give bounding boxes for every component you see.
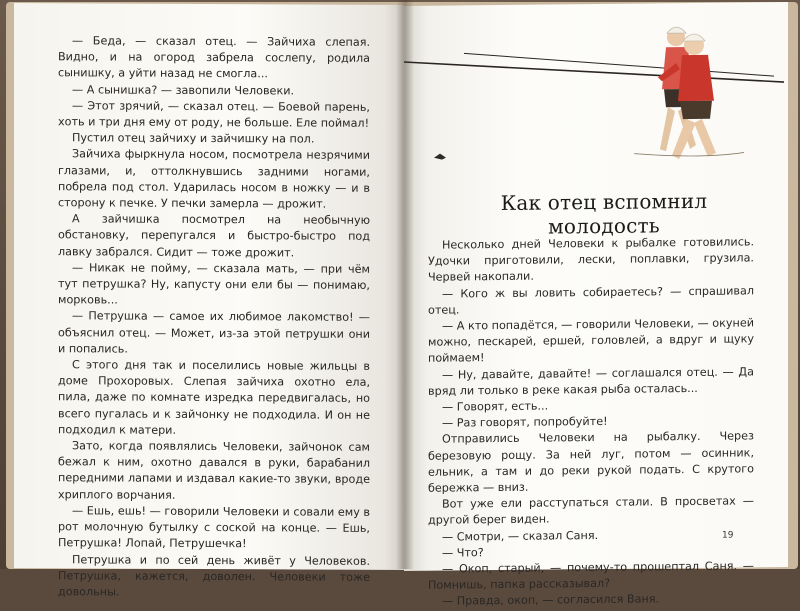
paragraph: Пустил отец зайчиху и зайчишку на пол.	[72, 131, 315, 146]
paragraph: — Кого ж вы ловить собираетесь? — спрашивал отец.	[428, 283, 754, 317]
paragraph: Петрушка и по сей день живёт у Человеков. Петрушка, кажется, доволен. Человеки тоже довольны.	[58, 552, 370, 599]
paragraph: Зайчиха фыркнула носом, посмотрела незрячими глазами, и, оттолкнувшись задними ногами, побрела под стол. Ударилась носом в ножку — и в сторону к печке. У печки замерла — дрожит.	[58, 147, 370, 211]
paragraph: Отправились Человеки на рыбалку. Через березовую рощу. За ней луг, потом — осинник, ельник, а там и до реки рукой подать. С крутого бережка — вниз.	[428, 429, 754, 495]
paragraph: — Ну, давайте, давайте! — соглашался отец. — Да вряд ли только в реке какая рыба осталась...	[428, 364, 754, 398]
paragraph: Вот уже ели расступаться стали. В просветах — другой берег виден.	[428, 494, 754, 528]
paragraph: — Говорят, есть...	[442, 399, 549, 414]
paragraph: — Окоп, старый, — почему-то прошептал Саня. — Помнишь, папка рассказывал?	[428, 559, 754, 593]
paragraph: — Правда, окоп, — согласился Ваня.	[442, 592, 660, 609]
right-page-text	[428, 234, 754, 610]
paragraph: — Что?	[442, 546, 484, 560]
page-number: 19	[722, 530, 734, 541]
left-page	[14, 3, 404, 599]
paragraph: — Ешь, ешь! — говорили Человеки и совали ему в рот молочную бутылку с соской на конце. — Ешь, Петрушка! Лопай, Петрушечка!	[58, 504, 370, 551]
paragraph: — А сынишка? — завопили Человеки.	[72, 82, 295, 98]
paragraph: — Никак не пойму, — сказала мать, — при чём тут петрушка? Ну, капусту они ели бы — понимаю, морковь...	[58, 261, 370, 307]
paragraph: А зайчишка посмотрел на необычную обстановку, перепугался и быстро-быстро под лавку забрался. Сидит — тоже дрожит.	[58, 212, 370, 260]
boys-with-fishing-rods-illustration	[404, 2, 788, 186]
paragraph: Несколько дней Человеки к рыбалке готовились. Удочки приготовили, лески, поплавки, грузила. Червей накопали.	[428, 235, 754, 285]
chapter-title: Как отец вспомнил молодость	[500, 188, 708, 239]
paragraph: — Беда, — сказал отец. — Зайчиха слепая. Видно, и на огород забрела сослепу, родила сынишку, а уйти назад не смогла...	[58, 34, 370, 81]
paragraph: С этого дня так и поселились новые жильцы в доме Прохоровых. Слепая зайчиха охотно ела, пила, даже по комнате изредка передвигалась, но всего пугалась и к зайчонку не подходила. И он не подходил к матери.	[58, 358, 370, 437]
paragraph: — Этот зрячий, — сказал отец. — Боевой парень, хоть и три дня ему от роду, не больше. Еле поймал!	[58, 99, 370, 130]
right-page	[404, 2, 788, 609]
paragraph: — Смотри, — сказал Саня.	[442, 528, 599, 544]
left-page-text	[58, 33, 370, 602]
paragraph: — Раз говорят, попробуйте!	[442, 415, 608, 430]
paragraph: — А кто попадётся, — говорили Человеки, — окуней можно, пескарей, ершей, головлей, а вдруг и щуку поймаем!	[428, 316, 754, 366]
paragraph: Зато, когда появлялись Человеки, зайчонок сам бежал к ним, охотно давался в руки, барабанил передними лапами и издавал какие-то звуки, вроде хриплого ворчания.	[58, 439, 370, 502]
paragraph: — Петрушка — самое их любимое лакомство! — объяснил отец. — Может, из-за этой петрушки они и попались.	[58, 309, 370, 356]
